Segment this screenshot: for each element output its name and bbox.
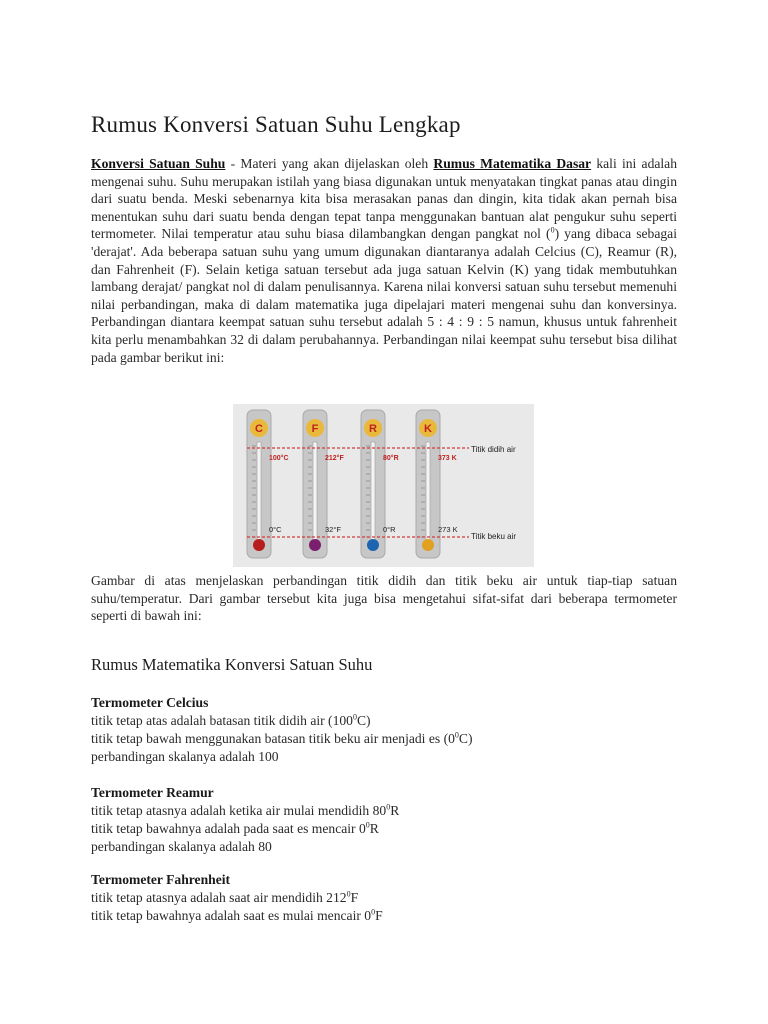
thermometer-bottom-value-f: 32°F (325, 525, 341, 534)
thermometer-top-value-k: 373 K (438, 455, 457, 462)
page-title: Rumus Konversi Satuan Suhu Lengkap (91, 112, 461, 137)
reamur-line-2: titik tetap bawahnya adalah pada saat es mencair $0^0R$ (91, 820, 379, 836)
thermometer-tube-c (257, 442, 261, 542)
thermometer-bulb-k (422, 539, 434, 551)
thermometer-tube-f (313, 442, 317, 542)
figure-description: Gambar di atas menjelaskan perbandingan titik didih dan titik beku air untuk tiap-tiap satuan suhu/temperatur. Dari gambar tersebut kita juga bisa mengetahui sifat-sifat dari beberapa termometer seperti di bawah ini: (91, 573, 677, 624)
thermometer-letter-f: F (311, 423, 319, 435)
thermometer-top-value-c: 100°C (269, 455, 289, 462)
reamur-line-1: titik tetap atasnya adalah ketika air mulai mendidih $80^0R$ (91, 802, 400, 818)
intro-paragraph: Konversi Satuan Suhu - Materi yang akan dijelaskan oleh Rumus Matematika Dasar kali ini adalah mengenai suhu. Suhu merupakan istilah yang biasa digunakan untuk menyatakan tingkat panas atau dingin dari suatu benda. Meski sebenarnya kita bisa merasakan panas dan dingin, kita tidak akan pernah bisa menentukan suhu dari suatu benda dengan tepat tanpa menggunakan bantuan alat pengukur suhu seperti termometer. Nilai temperatur atau suhu biasa dilambangkan dengan pangkat nol ($^0$) yang dibaca sebagai 'derajat'. Ada beberapa satuan suhu yang umum digunakan diantaranya adalah Celcius (C), Reamur (R), dan Fahrenheit (F). Selain ketiga satuan tersebut ada juga satuan Kelvin (K) yang tidak membutuhkan lambang derajat/ pangkat nol di dalam penulisannya. Karena nilai konversi satuan suhu tersebut memenuhi nilai perbandingan, maka di dalam matematika juga dipelajari materi mengenai suhu dan konversinya. Perbandingan diantara keempat satuan suhu tersebut adalah 5 : 4 : 9 : 5 namun, khusus untuk fahrenheit kita perlu menambahkan 32 di dalam perubahannya. Perbandingan nilai keempat suhu tersebut bisa dilihat pada gambar berikut ini: (91, 156, 678, 365)
thermometer-bottom-value-c: 0°C (269, 525, 282, 534)
celcius-line-3: perbandingan skalanya adalah 100 (91, 749, 279, 764)
thermometer-letter-r: R (369, 423, 377, 435)
heading-celcius: Termometer Celcius (91, 695, 209, 710)
fahrenheit-line-1: titik tetap atasnya adalah saat air mendidih $212^0F$ (91, 889, 359, 905)
section-fahrenheit (91, 871, 677, 925)
label-freezing: Titik beku air (471, 532, 517, 541)
thermometer-bulb-r (367, 539, 379, 551)
thermometer-bulb-f (309, 539, 321, 551)
thermometer-bottom-value-k: 273 K (438, 525, 458, 534)
thermometer-bulb-c (253, 539, 265, 551)
heading-reamur: Termometer Reamur (91, 785, 214, 800)
reamur-line-3: perbandingan skalanya adalah 80 (91, 839, 272, 854)
thermometer-top-value-f: 212°F (325, 455, 344, 462)
link-konversi-satuan-suhu[interactable]: Konversi Satuan Suhu (91, 156, 226, 171)
celcius-line-2: titik tetap bawah menggunakan batasan titik beku air menjadi es $(0^0C)$ (91, 730, 473, 746)
thermometer-letter-k: K (424, 423, 432, 435)
thermometer-top-value-r: 80°R (383, 455, 399, 462)
thermometer-comparison-figure (233, 404, 534, 567)
thermometer-tube-k (426, 442, 430, 542)
thermometer-bottom-value-r: 0°R (383, 525, 396, 534)
fahrenheit-line-2: titik tetap bawahnya adalah saat es mulai mencair $0^0F$ (91, 907, 383, 923)
section-reamur (91, 784, 677, 856)
thermometer-tube-r (371, 442, 375, 542)
section-title: Rumus Matematika Konversi Satuan Suhu (91, 655, 373, 674)
heading-fahrenheit: Termometer Fahrenheit (91, 872, 231, 887)
label-boiling: Titik didih air (471, 445, 516, 454)
section-celcius (91, 694, 677, 766)
link-rumus-matematika-dasar[interactable]: Rumus Matematika Dasar (433, 156, 592, 171)
thermometer-letter-c: C (255, 423, 263, 435)
celcius-line-1: titik tetap atas adalah batasan titik didih air $(100^0C)$ (91, 712, 371, 728)
